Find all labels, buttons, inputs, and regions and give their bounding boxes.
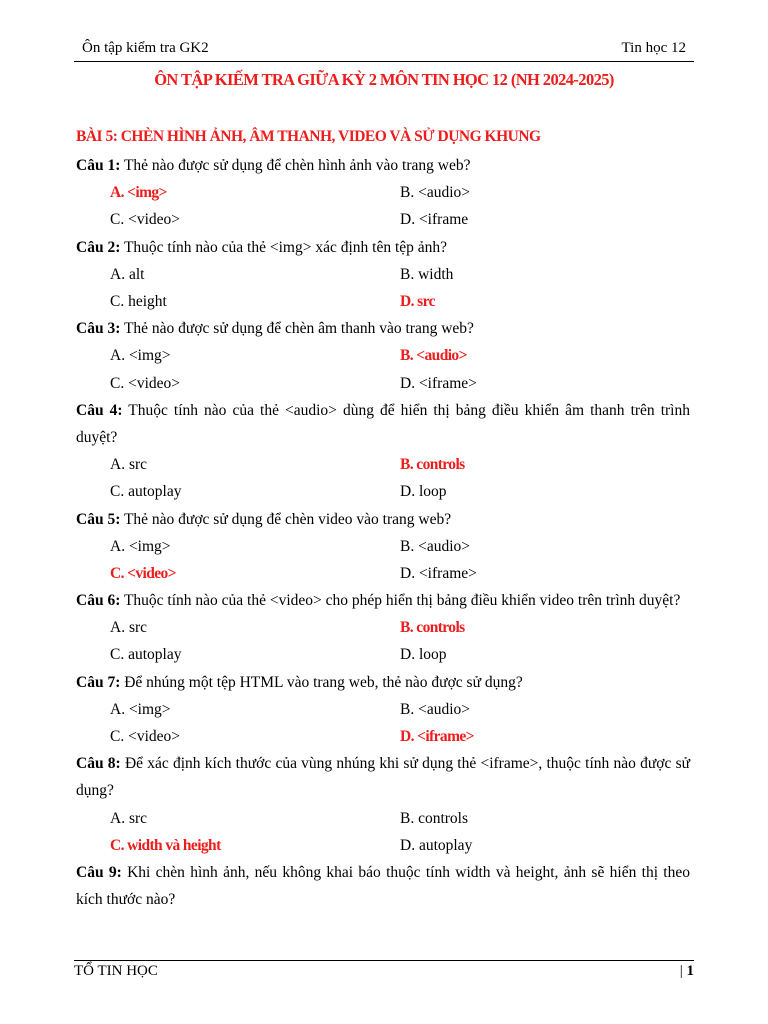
option-a: A. src (110, 809, 148, 827)
question (76, 859, 690, 913)
question (76, 234, 690, 261)
option-c: C. autoplay (110, 483, 182, 501)
option-d: D. autoplay (400, 836, 473, 854)
question-label: Câu 7: (76, 673, 121, 691)
option-d-correct: D. src (400, 292, 435, 310)
option-a: A. <img> (110, 537, 171, 555)
options-row (76, 451, 690, 478)
document-body (76, 126, 690, 913)
question (76, 750, 690, 804)
question (76, 315, 690, 342)
option-d: D. <iframe> (400, 374, 477, 392)
question-text: Thuộc tính nào của thẻ <video> cho phép hiển thị bảng điều khiển video trên trình duyệt? (120, 592, 681, 610)
question-label: Câu 6: (76, 592, 121, 610)
option-c: C. autoplay (110, 646, 182, 664)
options-row (76, 560, 690, 587)
options-row (76, 206, 690, 233)
option-d: D. loop (400, 483, 447, 501)
page-number (680, 963, 694, 980)
question-label: Câu 3: (76, 320, 121, 338)
option-a: A. src (110, 456, 148, 474)
question-text: Thuộc tính nào của thẻ <img> xác định tên tệp ảnh? (120, 238, 448, 256)
option-b: B. controls (400, 809, 469, 827)
options-row (76, 288, 690, 315)
options-row (76, 805, 690, 832)
options-row (76, 832, 690, 859)
page-header (74, 40, 694, 62)
options-row (76, 179, 690, 206)
option-c-correct: C. <video> (110, 564, 176, 582)
option-d-correct: D. <iframe> (400, 728, 474, 746)
question-text: Để nhúng một tệp HTML vào trang web, thẻ nào được sử dụng? (120, 673, 523, 691)
question-text: Khi chèn hình ảnh, nếu không khai báo thuộc tính width và height, ảnh sẽ hiển thị theo kích thước nào? (76, 864, 690, 909)
option-b-correct: B. <audio> (400, 347, 467, 365)
question-text: Thẻ nào được sử dụng để chèn hình ảnh vào trang web? (120, 157, 471, 174)
options-row (76, 696, 690, 723)
page-footer (74, 960, 694, 980)
option-b: B. <audio> (400, 700, 471, 718)
page-separator: | (679, 963, 683, 979)
options-row (76, 370, 690, 397)
option-b: B. <audio> (400, 537, 471, 555)
footer-left: TỔ TIN HỌC (74, 963, 158, 979)
option-a: A. src (110, 619, 148, 637)
options-row (76, 342, 690, 369)
question-text: Thẻ nào được sử dụng để chèn video vào trang web? (120, 510, 452, 528)
section-heading: BÀI 5: CHÈN HÌNH ẢNH, ÂM THANH, VIDEO VÀ SỬ DỤNG KHUNG (76, 128, 541, 145)
option-d: D. loop (400, 646, 447, 664)
option-c: C. <video> (110, 728, 181, 746)
option-a-correct: A. <img> (110, 184, 167, 202)
option-b: B. <audio> (400, 184, 471, 202)
question-label: Câu 5: (76, 510, 121, 528)
option-b: B. width (400, 265, 454, 283)
option-c: C. <video> (110, 374, 181, 392)
options-row (76, 533, 690, 560)
option-a: A. <img> (110, 347, 171, 365)
document-title: ÔN TẬP KIẾM TRA GIỮA KỲ 2 MÔN TIN HỌC 12 (NH 2024-2025) (154, 70, 614, 89)
question-text: Thuộc tính nào của thẻ <audio> dùng để hiển thị bảng điều khiển âm thanh trên trình duyệt? (76, 401, 690, 446)
option-b-correct: B. controls (400, 619, 465, 637)
question-label: Câu 2: (76, 238, 121, 256)
option-a: A. <img> (110, 700, 171, 718)
question-label: Câu 8: (76, 755, 121, 773)
options-row (76, 641, 690, 668)
options-row (76, 723, 690, 750)
question-label: Câu 4: (76, 401, 123, 419)
option-d: D. <iframe (400, 211, 469, 229)
question (76, 152, 690, 179)
question (76, 397, 690, 451)
question-label: Câu 9: (76, 864, 122, 882)
question-text: Thẻ nào được sử dụng để chèn âm thanh vào trang web? (120, 320, 474, 338)
question (76, 506, 690, 533)
option-c: C. height (110, 292, 167, 310)
question-text: Để xác định kích thước của vùng nhúng khi sử dụng thẻ <iframe>, thuộc tính nào được sử dụng? (76, 755, 691, 800)
options-row (76, 261, 690, 288)
options-row (76, 478, 690, 505)
header-left: Ôn tập kiểm tra GK2 (82, 40, 209, 56)
page-number-value: 1 (686, 963, 694, 979)
option-c: C. <video> (110, 211, 181, 229)
header-right: Tin học 12 (621, 40, 686, 56)
option-b-correct: B. controls (400, 456, 465, 474)
option-c-correct: C. width và height (110, 836, 221, 854)
option-a: A. alt (110, 265, 145, 283)
question (76, 587, 690, 614)
options-row (76, 614, 690, 641)
option-d: D. <iframe> (400, 564, 477, 582)
question (76, 669, 690, 696)
question-label: Câu 1: (76, 157, 121, 174)
